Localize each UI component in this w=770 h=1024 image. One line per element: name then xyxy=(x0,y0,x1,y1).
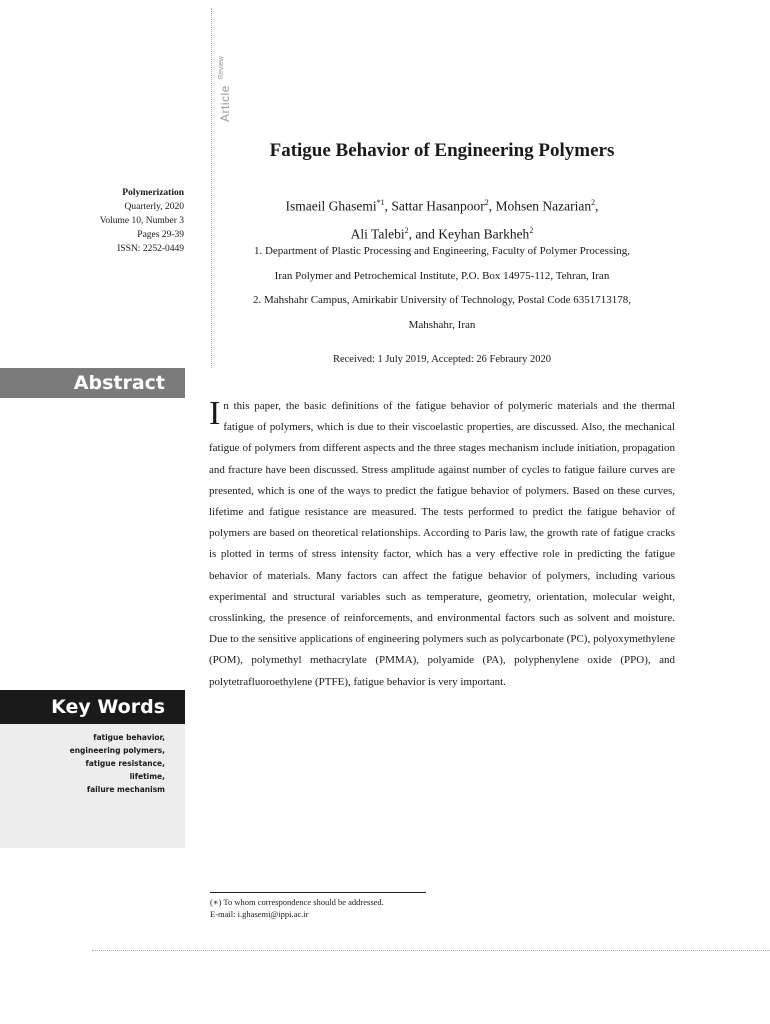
keywords-heading: Key Words xyxy=(0,690,185,724)
journal-volume: Volume 10, Number 3 xyxy=(99,216,184,226)
paper-title: Fatigue Behavior of Engineering Polymers xyxy=(269,140,615,161)
article-type-label xyxy=(216,56,234,122)
affiliation-line: 1. Department of Plastic Processing and Engineering, Faculty of Polymer Processing, xyxy=(253,245,631,257)
footnote xyxy=(210,896,384,920)
affiliation-line: 2. Mahshahr Campus, Amirkabir University of Technology, Postal Code 6351713178, xyxy=(252,294,632,306)
journal-info xyxy=(100,186,184,256)
author-affiliation-mark: 2 xyxy=(529,225,534,235)
author-name: Sattar Hasanpoor xyxy=(391,198,485,214)
author-separator: , xyxy=(488,198,496,214)
author-email: E-mail: i.ghasemi@ippi.ac.ir xyxy=(210,909,309,919)
affiliation-line: Mahshahr, Iran xyxy=(408,318,476,331)
keyword-item: fatigue behavior, xyxy=(93,733,165,742)
author-name: Ismaeil Ghasemi xyxy=(285,198,377,214)
abstract-heading: Abstract xyxy=(0,368,185,398)
footnote-rule xyxy=(210,892,426,893)
journal-frequency: Quarterly, 2020 xyxy=(124,202,184,212)
journal-issn: ISSN: 2252-0449 xyxy=(117,244,184,254)
author-affiliation-mark: 2 xyxy=(484,198,489,207)
received-dates: Received: 1 July 2019, Accepted: 26 Febraury 2020 xyxy=(332,354,552,365)
abstract-dropcap: I xyxy=(209,395,221,432)
journal-name: Polymerization xyxy=(122,188,184,198)
author-name: Ali Talebi xyxy=(350,226,405,241)
horizontal-dotted-divider xyxy=(92,950,770,951)
author-separator: , and xyxy=(408,226,439,241)
author-separator: , xyxy=(595,198,599,214)
abstract-text: n this paper, the basic definitions of the fatigue behavior of polymeric materials and the thermal fatigue of polymers, which is due to their viscoelastic properties, are discussed. Also, the mechanical fatigue of polymers from different aspects and the three stages mechanism include initiation, propagation and fracture have been discussed. Stress amplitude against number of cycles to fatigue failure curves are presented, which is one of the ways to predict the fatigue behavior of polymers. Based on these curves, lifetime and fatigue resistance are measured. The tests performed to predict the fatigue behavior of polymers are based on theoretical relationships. According to Paris law, the growth rate of fatigue cracks is plotted in terms of stress intensity factor, which has a very effective role in predicting the fatigue behavior of materials. Many factors can affect the fatigue behavior of polymers, including various experimental and structural variables such as temperature, geometry, orientation, molecular weight, crosslinking, the presence of reinforcements, and environmental factors such as solvent and moisture. Due to the sensitive applications of engineering polymers such as polycarbonate (PC), polyoxymethylene (POM), polymethyl methacrylate (PMMA), polyamide (PA), polyphenylene oxide (PPO), and polytetrafluoroethylene (PTFE), fatigue behavior is very important. xyxy=(209,400,675,688)
keyword-item: engineering polymers, xyxy=(69,746,165,755)
journal-pages: Pages 29-39 xyxy=(137,230,184,240)
article-type-sub: Review xyxy=(218,56,225,80)
keyword-item: lifetime, xyxy=(129,772,165,781)
keyword-item: failure mechanism xyxy=(86,785,165,794)
keyword-item: fatigue resistance, xyxy=(85,759,165,768)
author-separator: , xyxy=(384,198,392,214)
affiliation-line: Iran Polymer and Petrochemical Institute, P.O. Box 14975-112, Tehran, Iran xyxy=(274,269,610,282)
correspondence-note: (∗) To whom correspondence should be addressed. xyxy=(210,897,384,907)
author-affiliation-mark: 2 xyxy=(591,198,596,207)
abstract-body xyxy=(209,396,675,693)
author-name: Mohsen Nazarian xyxy=(495,198,592,214)
keywords-box xyxy=(0,724,185,848)
author-name: Keyhan Barkheh xyxy=(438,226,530,241)
author-list xyxy=(212,191,672,246)
article-type-main: Article xyxy=(218,85,232,122)
affiliations xyxy=(212,239,672,337)
author-affiliation-mark: 2 xyxy=(404,225,409,235)
author-affiliation-mark: *1 xyxy=(376,198,385,207)
